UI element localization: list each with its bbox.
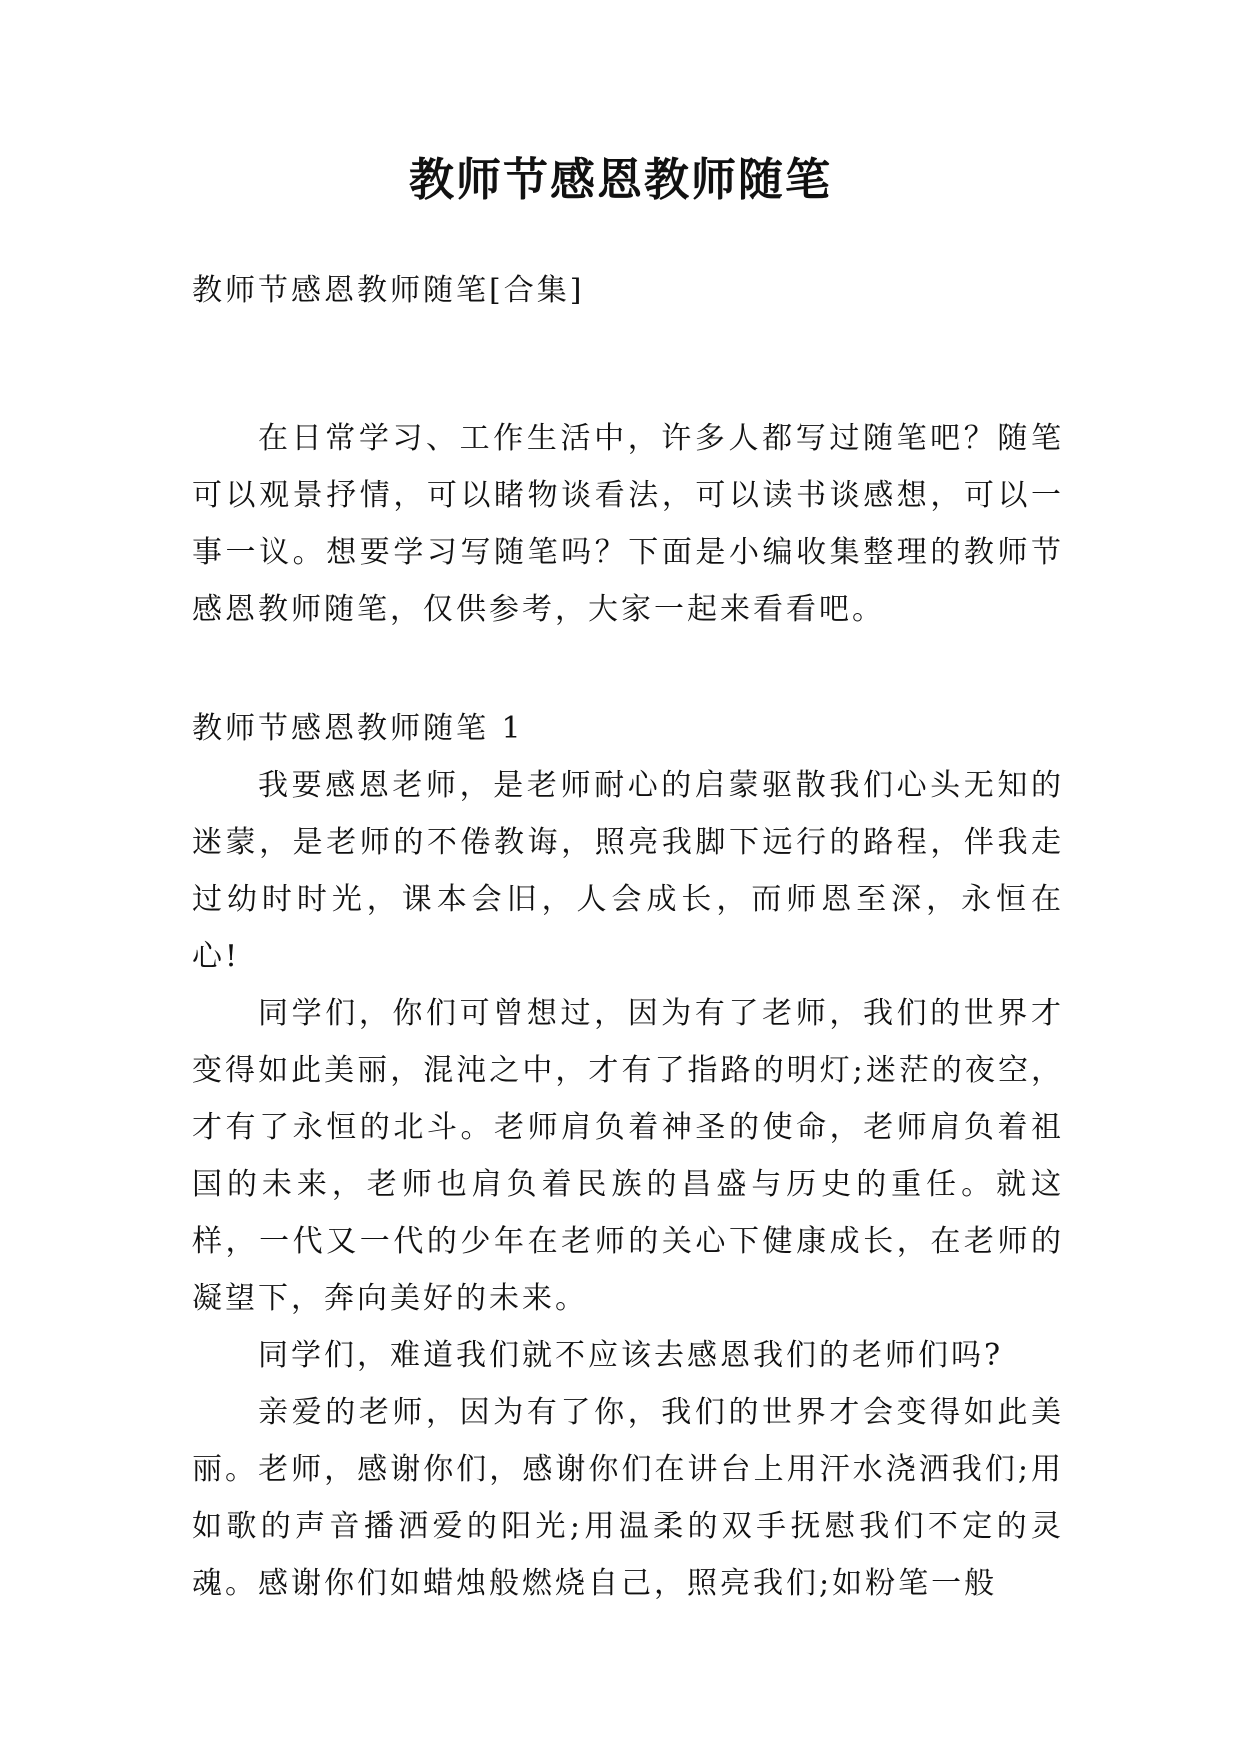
paragraph: 我要感恩老师，是老师耐心的启蒙驱散我们心头无知的迷蒙，是老师的不倦教诲，照亮我脚下远行的路程，伴我走过幼时时光，课本会旧，人会成长，而师恩至深，永恒在心! <box>192 768 1064 974</box>
document-subtitle: 教师节感恩教师随笔[合集] <box>192 273 585 308</box>
paragraph: 同学们，难道我们就不应该去感恩我们的老师们吗? <box>258 1338 1004 1373</box>
paragraph: 同学们，你们可曾想过，因为有了老师，我们的世界才变得如此美丽，混沌之中，才有了指路的明灯;迷茫的夜空，才有了永恒的北斗。老师肩负着神圣的使命，老师肩负着祖国的未来，老师也肩负着民族的昌盛与历史的重任。就这样，一代又一代的少年在老师的关心下健康成长，在老师的凝望下，奔向美好的未来。 <box>192 996 1064 1316</box>
section-heading: 教师节感恩教师随笔 1 <box>192 711 524 746</box>
body-text <box>192 757 1064 1612</box>
document-title: 教师节感恩教师随笔 <box>408 153 832 206</box>
paragraph: 亲爱的老师，因为有了你，我们的世界才会变得如此美丽。老师，感谢你们，感谢你们在讲台上用汗水浇洒我们;用如歌的声音播洒爱的阳光;用温柔的双手抚慰我们不定的灵魂。感谢你们如蜡烛般燃烧自己，照亮我们;如粉笔一般 <box>192 1395 1064 1601</box>
intro-paragraph: 在日常学习、工作生活中，许多人都写过随笔吧？随笔可以观景抒情，可以睹物谈看法，可以读书谈感想，可以一事一议。想要学习写随笔吗？下面是小编收集整理的教师节感恩教师随笔，仅供参考，大家一起来看看吧。 <box>192 421 1064 627</box>
